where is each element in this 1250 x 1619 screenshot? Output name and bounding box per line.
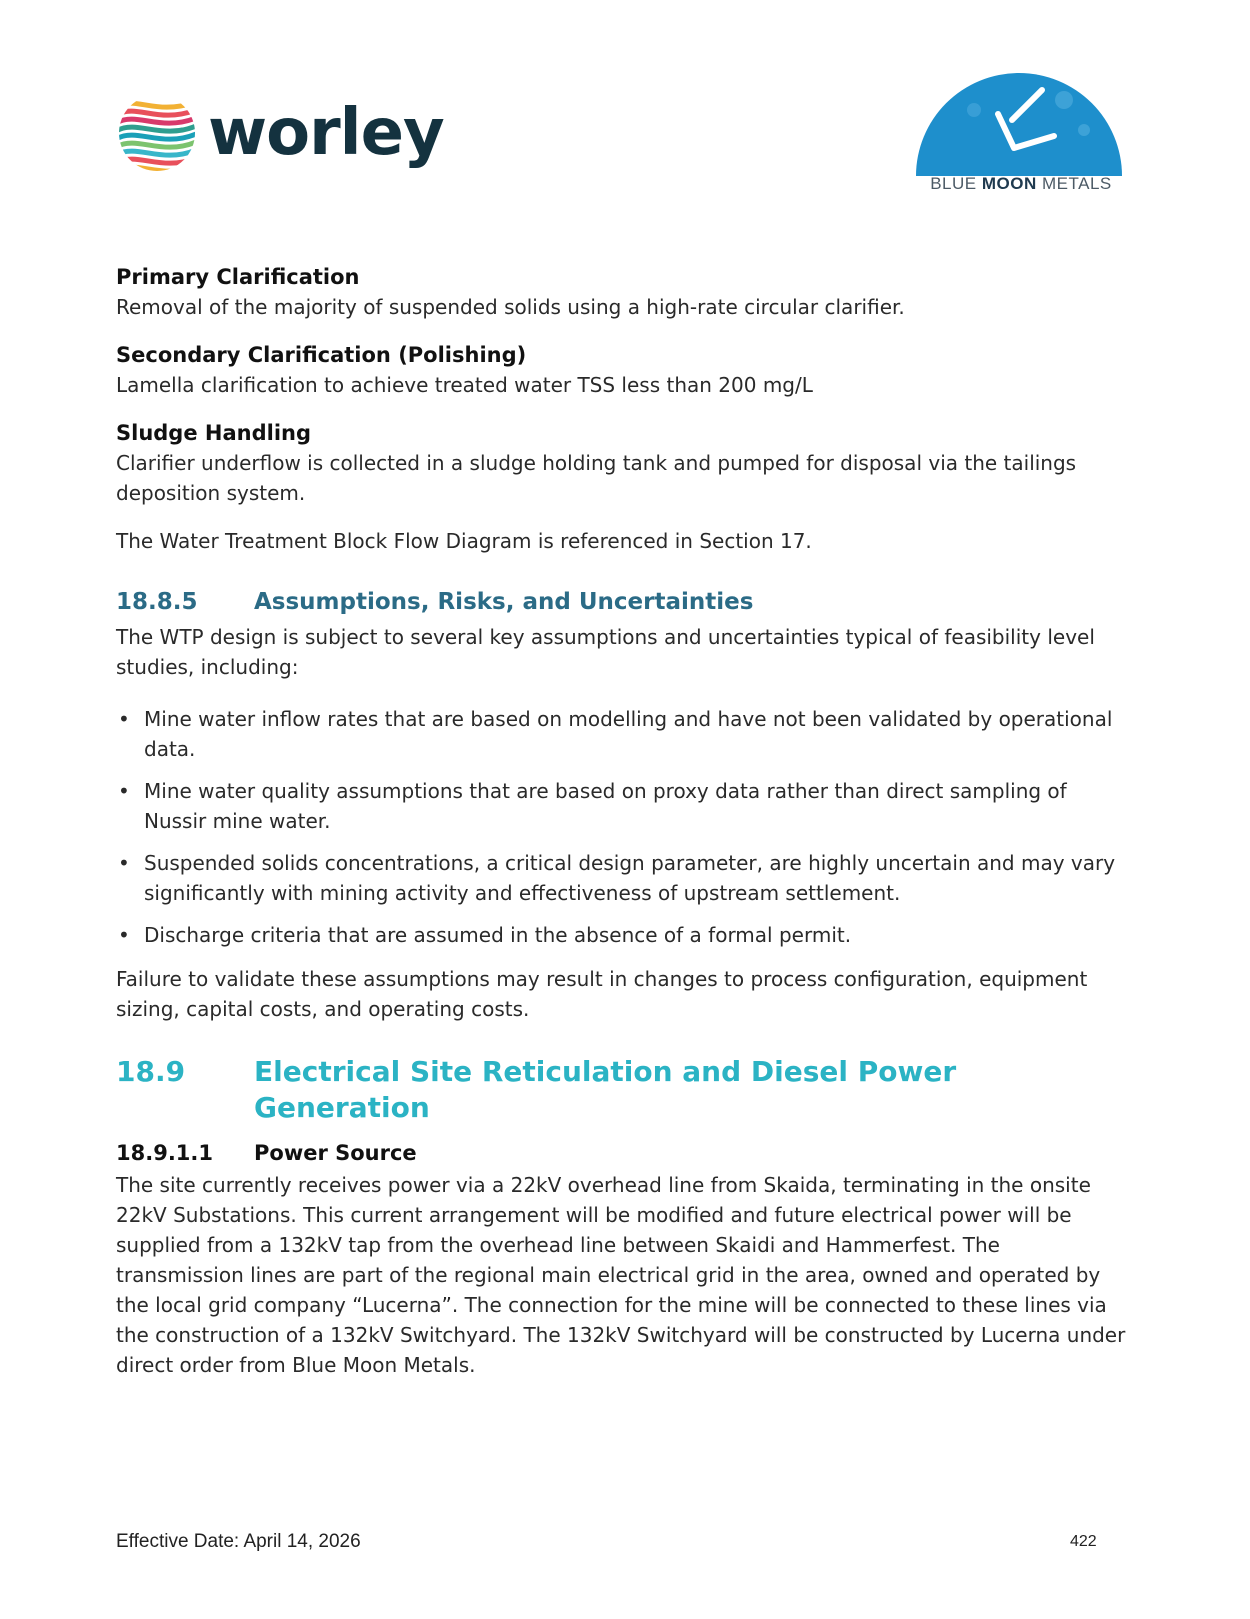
- blue-moon-metals-logo-icon: [914, 60, 1124, 176]
- worley-logo: [116, 92, 444, 174]
- list-item: [116, 920, 1126, 950]
- blue-moon-metals-wordmark: [916, 174, 1126, 194]
- secondary-clarification-text: Lamella clarification to achieve treated water TSS less than 200 mg/L: [116, 373, 813, 397]
- footer-page-number: 422: [1070, 1533, 1097, 1550]
- assumptions-list: [116, 704, 1126, 950]
- bullet-icon: •: [118, 923, 130, 947]
- reference-note: The Water Treatment Block Flow Diagram is referenced in Section 17.: [116, 529, 812, 553]
- bullet-icon: •: [118, 707, 130, 731]
- sludge-handling-text: Clarifier underflow is collected in a sludge holding tank and pumped for disposal via the tailings deposition system.: [116, 451, 1077, 505]
- list-item-text: Mine water quality assumptions that are based on proxy data rather than direct sampling of Nussir mine water.: [144, 779, 1067, 833]
- primary-clarification-heading: Primary Clarification: [116, 265, 360, 289]
- secondary-clarification-heading: Secondary Clarification (Polishing): [116, 343, 527, 367]
- list-item-text: Suspended solids concentrations, a critical design parameter, are highly uncertain and may vary significantly with mining activity and effectiveness of upstream settlement.: [144, 851, 1116, 905]
- logo-word-moon: MOON: [981, 174, 1037, 193]
- list-item: [116, 704, 1126, 764]
- list-item: [116, 848, 1126, 908]
- section-intro: The WTP design is subject to several key assumptions and uncertainties typical of feasibility level studies, including:: [116, 625, 1095, 679]
- section-title: Assumptions, Risks, and Uncertainties: [254, 589, 754, 615]
- bullet-icon: •: [118, 851, 130, 875]
- subsection-number: 18.9.1.1: [116, 1141, 213, 1165]
- power-source-text: The site currently receives power via a 22kV overhead line from Skaida, terminating in the onsite 22kV Substations. This current arrangement will be modified and future electrical power will be supplied from a 132kV tap from the overhead line between Skaidi and Hammerfest. The transmission lines are part of the regional main electrical grid in the area, owned and operated by the local grid company “Lucerna”. The connection for the mine will be connected to these lines via the construction of a 132kV Switchyard. The 132kV Switchyard will be constructed by Lucerna under direct order from Blue Moon Metals.: [116, 1173, 1126, 1377]
- section-number: 18.9: [116, 1055, 186, 1088]
- primary-clarification-text: Removal of the majority of suspended solids using a high-rate circular clarifier.: [116, 295, 905, 319]
- list-item-text: Discharge criteria that are assumed in the absence of a formal permit.: [144, 923, 852, 947]
- subsection-heading-18-9-1-1: [116, 1138, 1126, 1168]
- worley-wordmark: worley: [208, 96, 444, 170]
- footer-effective-date: Effective Date: April 14, 2026: [116, 1531, 361, 1552]
- list-item-text: Mine water inflow rates that are based on modelling and have not been validated by operational data.: [144, 707, 1113, 761]
- document-body: [116, 262, 1126, 1380]
- primary-clarification-block: [116, 262, 1126, 322]
- sludge-handling-block: [116, 418, 1126, 508]
- subsection-title: Power Source: [254, 1141, 417, 1165]
- worley-swirl-logo-icon: [116, 92, 198, 174]
- logo-word-blue: BLUE: [930, 174, 977, 193]
- blue-moon-metals-logo: [914, 60, 1124, 196]
- list-item: [116, 776, 1126, 836]
- section-closing: Failure to validate these assumptions may result in changes to process configuration, equipment sizing, capital costs, and operating costs.: [116, 967, 1088, 1021]
- secondary-clarification-block: [116, 340, 1126, 400]
- section-heading-18-8-5: [116, 586, 1126, 618]
- sludge-handling-heading: Sludge Handling: [116, 421, 311, 445]
- section-title: Electrical Site Reticulation and Diesel Power Generation: [254, 1055, 957, 1124]
- logo-word-metals: METALS: [1042, 174, 1112, 193]
- bullet-icon: •: [118, 779, 130, 803]
- section-number: 18.8.5: [116, 589, 198, 615]
- section-heading-18-9: [116, 1054, 1126, 1126]
